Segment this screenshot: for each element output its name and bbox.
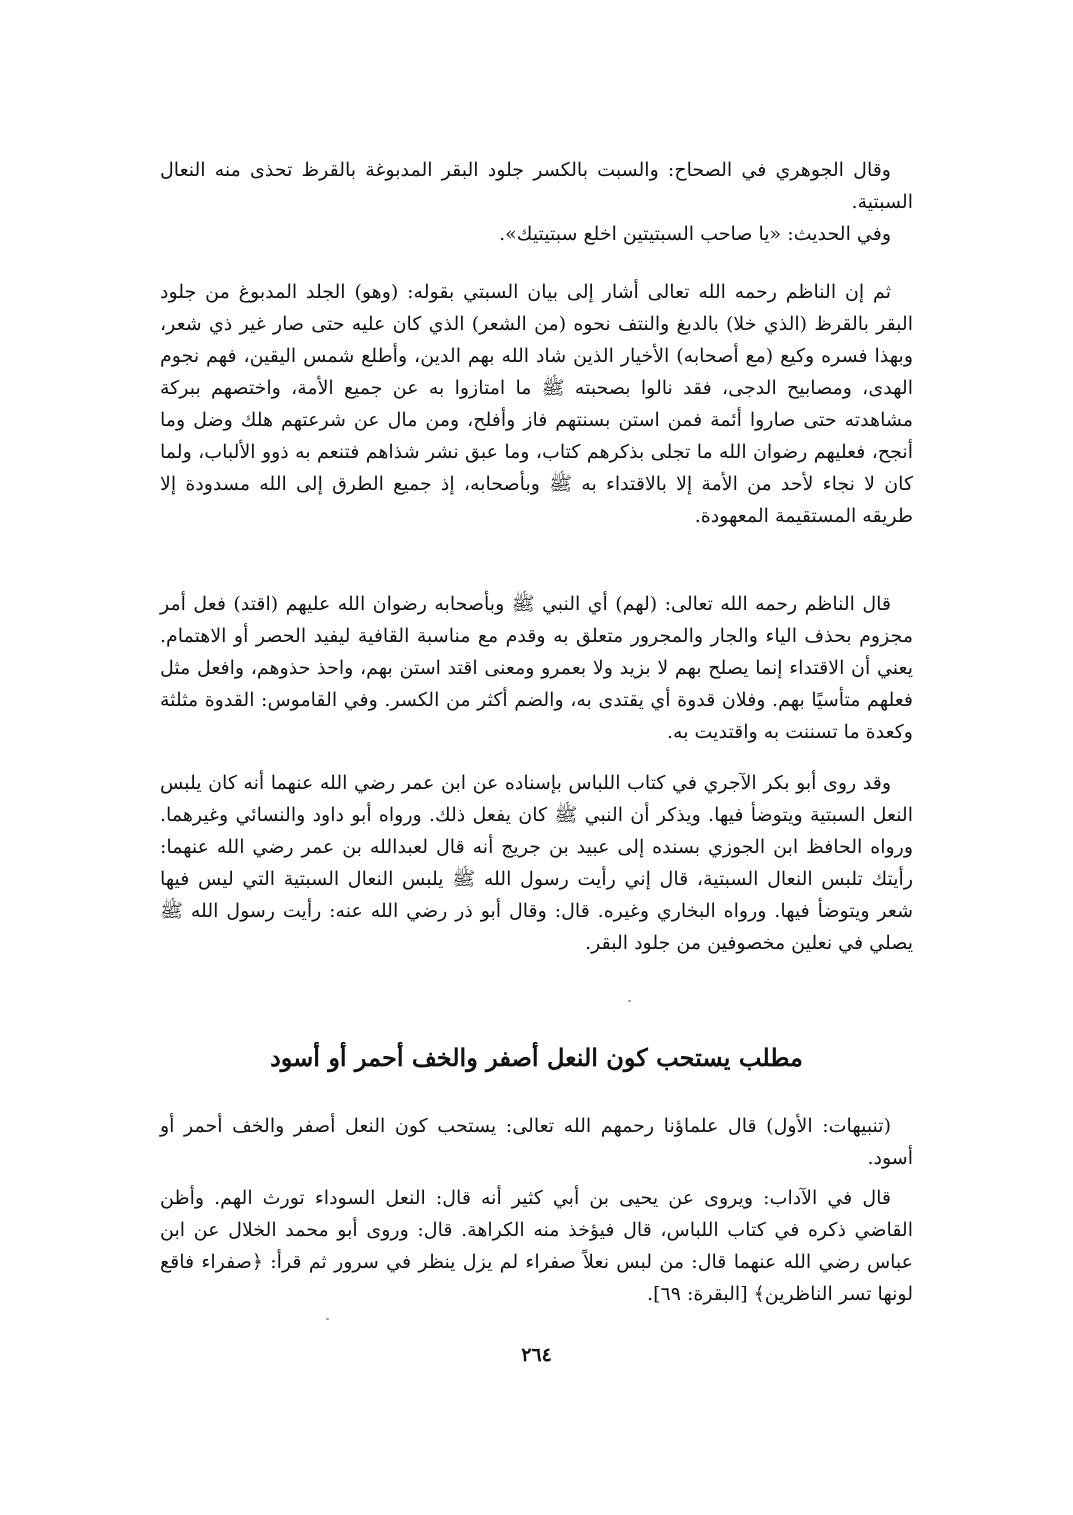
paragraph-text: قال الناظم رحمه الله تعالى: (لهم) أي النبي ﷺ وبأصحابه رضوان الله عليهم (اقتد) فعل أمر مجزوم بحذف الياء والجار والمجرور متعلق به وقدم مع مناسبة القافية ليفيد الحصر أو الاهتمام. يعني أن الاقتداء إنما يصلح بهم لا بزيد ولا بعمرو ومعنى اقتد استن بهم، واحذ حذوهم، وافعل مثل فعلهم متأسيًا بهم. وفلان قدوة أي يقتدى به، والضم أكثر من الكسر. وفي القاموس: القدوة مثلثة وكعدة ما تسننت به واقتديت به. xyxy=(160,593,913,743)
paragraph-text: وقد روى أبو بكر الآجري في كتاب اللباس بإسناده عن ابن عمر رضي الله عنهما أنه كان يلبس النعل السبتية ويتوضأ فيها. ويذكر أن النبي ﷺ كان يفعل ذلك. ورواه أبو داود والنسائي وغيرهما. ورواه الحافظ ابن الجوزي بسنده إلى عبيد بن جريج أنه قال لعبدالله بن عمر رضي الله عنهما: رأيتك تلبس النعال السبتية، قال إني رأيت رسول الله ﷺ يلبس النعال السبتية التي ليس فيها شعر ويتوضأ فيها. ورواه البخاري وغيره. قال: وقال أبو ذر رضي الله عنه: رأيت رسول الله ﷺ يصلي في نعلين مخصوفين من جلود البقر. xyxy=(160,772,913,954)
section-heading: مطلب يستحب كون النعل أصفر والخف أحمر أو أسود xyxy=(270,1043,803,1072)
scan-speck xyxy=(326,1318,329,1320)
paragraph-sihah-definition: وقال الجوهري في الصحاح: والسبت بالكسر جلود البقر المدبوغة بالقرظ تحذى منه النعال السبتية. xyxy=(160,159,913,213)
paragraph-text: (تنبيهات: الأول) قال علماؤنا رحمهم الله تعالى: يستحب كون النعل أصفر والخف أحمر أو أسود. xyxy=(160,1115,913,1169)
paragraph-ajurri-narration xyxy=(160,767,913,959)
scan-speck xyxy=(628,1000,631,1002)
paragraph-text: ثم إن الناظم رحمه الله تعالى أشار إلى بيان السبتي بقوله: (وهو) الجلد المدبوغ من جلود البقر بالقرظ (الذي خلا) بالدبغ والنتف نحوه (من الشعر) الذي كان عليه حتى صار غير ذي شعر، وبهذا فسره وكيع (مع أصحابه) الأخيار الذين شاد الله بهم الدين، وأطلع شمس اليقين، فهم نجوم الهدى، ومصابيح الدجى، فقد نالوا بصحبته ﷺ ما امتازوا به عن جميع الأمة، واختصهم ببركة مشاهدته حتى صاروا أئمة فمن استن بسنتهم فاز وأفلح، ومن مال عن شرعتهم هلك وضل وما أنجح، فعليهم رضوان الله ما تجلى بذكرهم كتاب، وما عبق نشر شذاهم فتنعم به ذوو الألباب، ولما كان لا نجاء لأحد من الأمة إلا بالاقتداء به ﷺ وبأصحابه، إذ جميع الطرق إلى الله مسدودة إلا طريقه المستقيمة المعهودة. xyxy=(160,281,913,527)
paragraph-sihah-quote xyxy=(160,154,913,250)
paragraph-hadith-quote: وفي الحديث: «يا صاحب السبتيتين اخلع سبتيتيك». xyxy=(499,223,891,245)
paragraph-iqtida xyxy=(160,588,913,748)
paragraph-sibti-explanation xyxy=(160,276,913,532)
page-number: ٢٦٤ xyxy=(521,1344,552,1366)
paragraph-text: قال في الآداب: ويروى عن يحيى بن أبي كثير أنه قال: النعل السوداء تورث الهم. وأظن القاضي ذكره في كتاب اللباس، قال فيؤخذ منه الكراهة. قال: وروى أبو محمد الخلال عن ابن عباس رضي الله عنهما قال: من لبس نعلاً صفراء لم يزل ينظر في سرور ثم قرأ: ﴿صفراء فاقع لونها تسر الناظرين﴾ [البقرة: ٦٩]. xyxy=(160,1187,913,1305)
paragraph-adab xyxy=(160,1182,913,1310)
paragraph-tanbihat xyxy=(160,1110,913,1174)
